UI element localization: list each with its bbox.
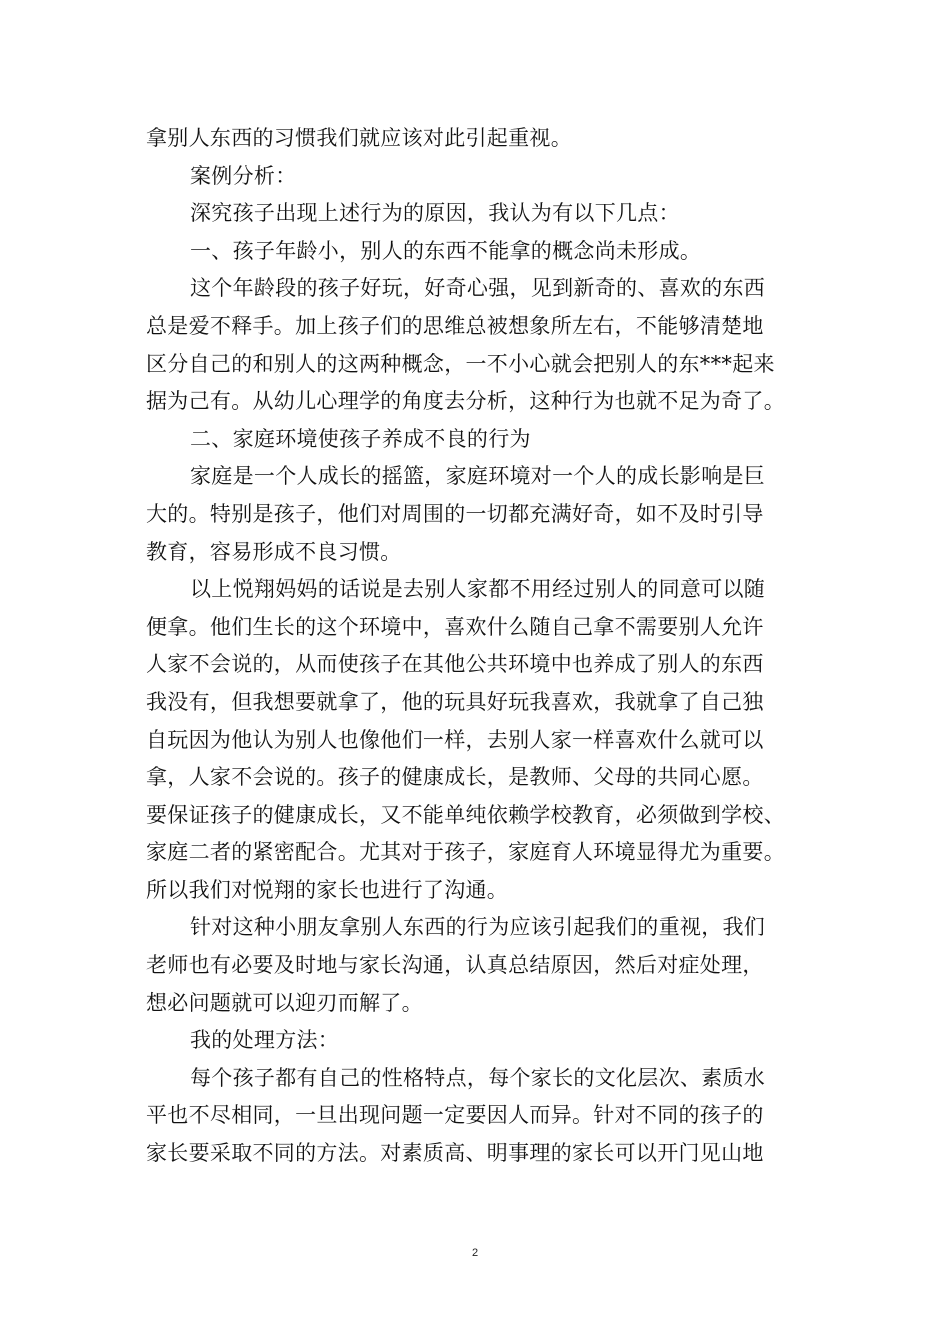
text-line: 深究孩子出现上述行为的原因，我认为有以下几点： [190, 201, 680, 226]
text-line: 针对这种小朋友拿别人东西的行为应该引起我们的重视，我们 [190, 915, 766, 940]
text-line: 拿别人东西的习惯我们就应该对此引起重视。 [146, 126, 572, 150]
page-number: 2 [471, 1247, 479, 1259]
text-line: 拿，人家不会说的。孩子的健康成长，是教师、父母的共同心愿。 [146, 765, 764, 790]
text-line: 每个孩子都有自己的性格特点，每个家长的文化层次、素质水 [190, 1065, 766, 1090]
text-line: 一、孩子年龄小，别人的东西不能拿的概念尚未形成。 [190, 238, 702, 263]
text-line: 想必问题就可以迎刃而解了。 [146, 990, 423, 1015]
text-line: 老师也有必要及时地与家长沟通，认真总结原因，然后对症处理， [146, 953, 764, 978]
text-line: 据为己有。从幼儿心理学的角度去分析，这种行为也就不足为奇了。 [146, 389, 785, 414]
text-line: 总是爱不释手。加上孩子们的思维总被想象所左右，不能够清楚地 [146, 313, 764, 338]
text-line: 区分自己的和别人的这两种概念，一不小心就会把别人的东***起来 [146, 351, 775, 376]
text-line: 要保证孩子的健康成长，又不能单纯依赖学校教育，必须做到学校、 [146, 802, 785, 827]
text-line: 家长要采取不同的方法。对素质高、明事理的家长可以开门见山地 [146, 1141, 764, 1166]
text-line: 案例分析： [190, 163, 297, 188]
text-line: 家庭是一个人成长的摇篮，家庭环境对一个人的成长影响是巨 [190, 464, 766, 489]
text-line: 我的处理方法： [190, 1028, 340, 1053]
text-line: 这个年龄段的孩子好玩，好奇心强，见到新奇的、喜欢的东西 [190, 276, 766, 301]
body-text [146, 120, 836, 1173]
text-line: 家庭二者的紧密配合。尤其对于孩子，家庭育人环境显得尤为重要。 [146, 840, 785, 865]
text-line: 自玩因为他认为别人也像他们一样，去别人家一样喜欢什么就可以 [146, 727, 764, 752]
text-line: 便拿。他们生长的这个环境中，喜欢什么随自己拿不需要别人允许 [146, 614, 764, 639]
text-line: 我没有，但我想要就拿了，他的玩具好玩我喜欢，我就拿了自己独 [146, 689, 764, 714]
text-line: 大的。特别是孩子，他们对周围的一切都充满好奇，如不及时引导 [146, 501, 764, 526]
text-line: 教育，容易形成不良习惯。 [146, 539, 402, 564]
text-line: 以上悦翔妈妈的话说是去别人家都不用经过别人的同意可以随 [190, 577, 766, 602]
text-line: 所以我们对悦翔的家长也进行了沟通。 [146, 877, 509, 902]
text-line: 平也不尽相同，一旦出现问题一定要因人而异。针对不同的孩子的 [146, 1103, 764, 1128]
text-line: 二、家庭环境使孩子养成不良的行为 [190, 426, 531, 451]
text-line: 人家不会说的，从而使孩子在其他公共环境中也养成了别人的东西 [146, 652, 764, 677]
